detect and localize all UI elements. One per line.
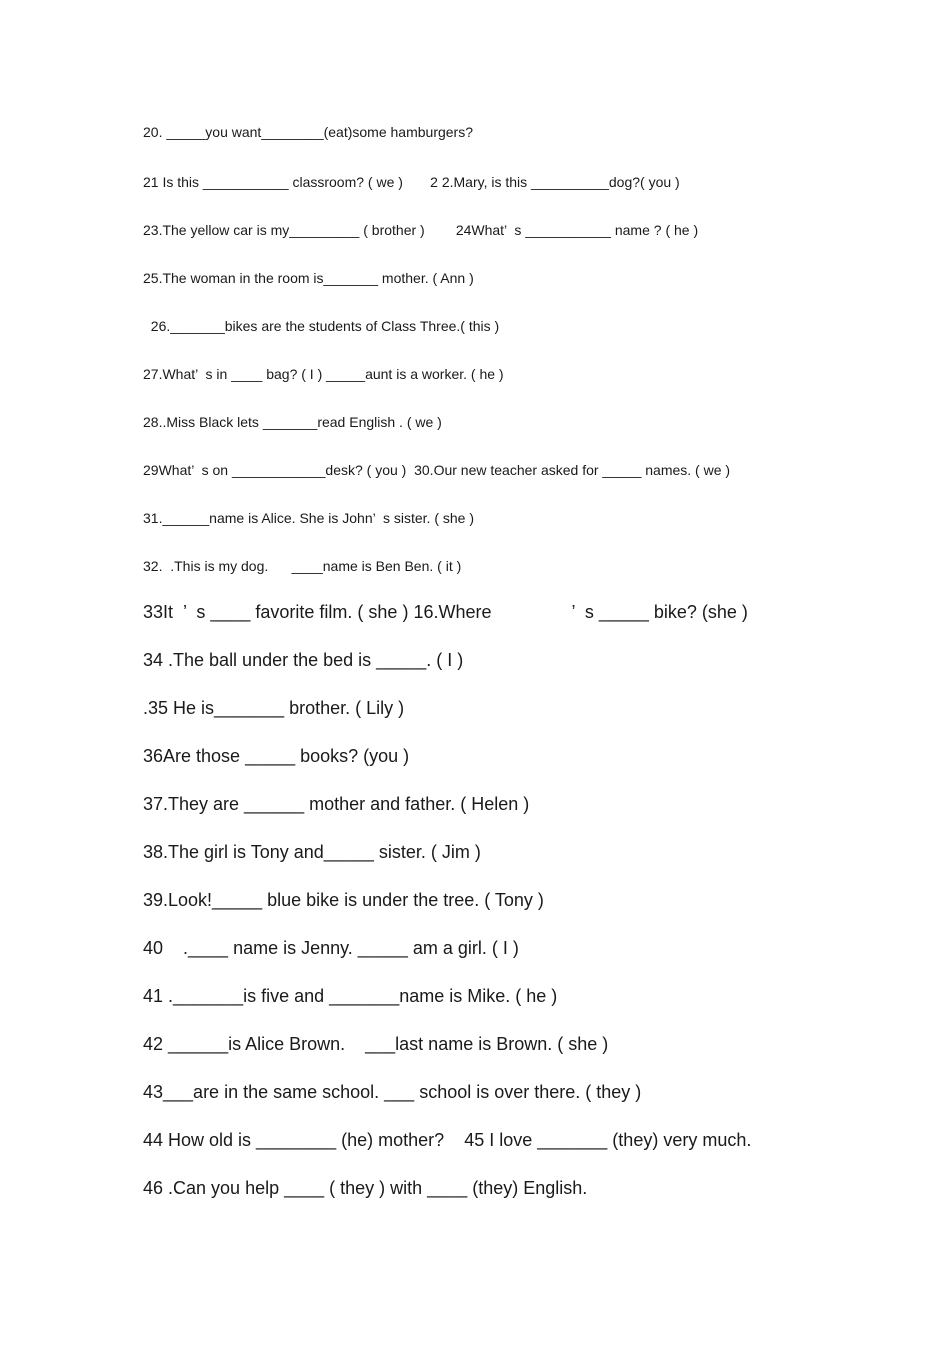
exercise-line-36: 36Are those _____ books? (you ) bbox=[143, 746, 410, 766]
exercise-line-41: 41 ._______is five and _______name is Mike. ( he ) bbox=[143, 986, 558, 1006]
exercise-line-28: 28..Miss Black lets _______read English . ( we ) bbox=[143, 414, 442, 430]
exercise-line-32: 32. .This is my dog. ____name is Ben Ben. ( it ) bbox=[143, 558, 462, 574]
exercise-line-39: 39.Look!_____ blue bike is under the tree. ( Tony ) bbox=[143, 890, 544, 910]
exercise-line-21-22: 21 Is this ___________ classroom? ( we ) 2 2.Mary, is this __________dog?( you ) bbox=[143, 174, 680, 190]
exercise-line-20: 20. _____you want________(eat)some hamburgers? bbox=[143, 124, 474, 140]
exercise-line-44-45: 44 How old is ________ (he) mother? 45 I love _______ (they) very much. bbox=[143, 1130, 752, 1150]
exercise-line-25: 25.The woman in the room is_______ mother. ( Ann ) bbox=[143, 270, 474, 286]
exercise-line-37: 37.They are ______ mother and father. ( Helen ) bbox=[143, 794, 530, 814]
exercise-line-46: 46 .Can you help ____ ( they ) with ____ (they) English. bbox=[143, 1178, 588, 1198]
exercise-line-23-24: 23.The yellow car is my_________ ( brother ) 24What’ s ___________ name ? ( he ) bbox=[143, 222, 699, 238]
exercise-line-42: 42 ______is Alice Brown. ___last name is Brown. ( she ) bbox=[143, 1034, 609, 1054]
exercise-line-27: 27.What’ s in ____ bag? ( I ) _____aunt is a worker. ( he ) bbox=[143, 366, 504, 382]
exercise-line-26: 26._______bikes are the students of Class Three.( this ) bbox=[143, 318, 500, 334]
exercise-line-40: 40 .____ name is Jenny. _____ am a girl. ( I ) bbox=[143, 938, 519, 958]
exercise-line-33: 33It ’ s ____ favorite film. ( she ) 16.Where ’ s _____ bike? (she ) bbox=[143, 602, 748, 622]
exercise-line-31: 31.______name is Alice. She is John’ s sister. ( she ) bbox=[143, 510, 474, 526]
exercise-line-38: 38.The girl is Tony and_____ sister. ( Jim ) bbox=[143, 842, 481, 862]
exercise-line-43: 43___are in the same school. ___ school is over there. ( they ) bbox=[143, 1082, 642, 1102]
exercise-line-35: .35 He is_______ brother. ( Lily ) bbox=[143, 698, 405, 718]
exercise-line-29-30: 29What’ s on ____________desk? ( you ) 30.Our new teacher asked for _____ names. ( we ) bbox=[143, 462, 731, 478]
exercise-line-34: 34 .The ball under the bed is _____. ( I ) bbox=[143, 650, 464, 670]
